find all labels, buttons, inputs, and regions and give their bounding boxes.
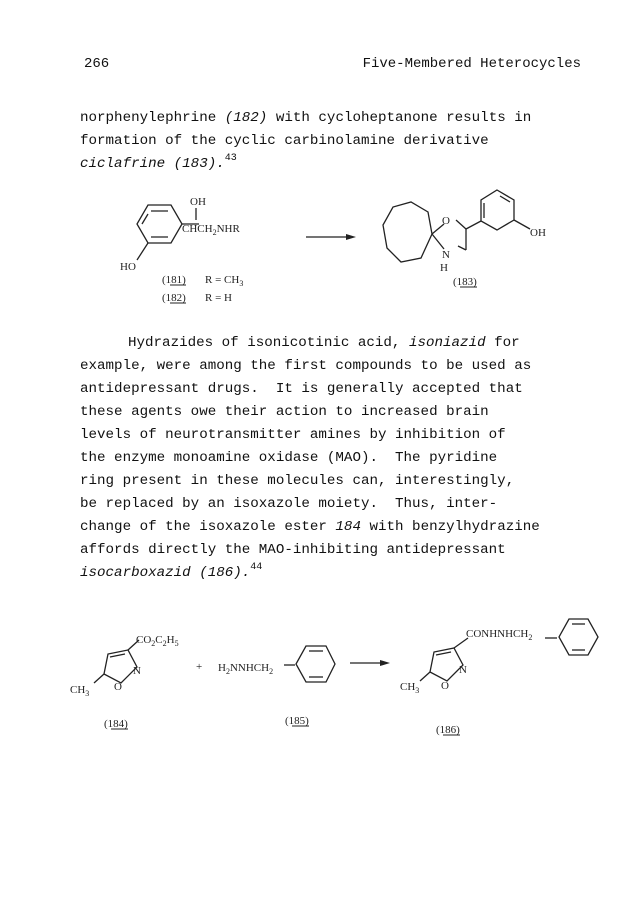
text-line: antidepressant drugs. It is generally accepted that (80, 381, 523, 397)
methyl-label: $CH_3$ (70, 684, 90, 698)
compound-182-number: (182) (162, 292, 186, 304)
isoxazole-o-label: O (114, 681, 122, 693)
compound-184-number: (184) (104, 718, 128, 730)
text-line: norphenylephrine (182) with cycloheptanone results in (80, 110, 532, 126)
isoxazole-o-label-186: O (441, 680, 449, 692)
arrowhead-2 (380, 660, 390, 666)
text-line: levels of neurotransmitter amines by inhibition of (80, 427, 506, 443)
reference-44: 44 (250, 562, 263, 573)
methyl-label-186: $CH_3$ (400, 681, 420, 695)
oh-label: OH (190, 196, 206, 208)
text-line: isocarboxazid (186).$^{44}$ (80, 562, 263, 581)
phenol-oh-label: OH (530, 227, 546, 239)
compound-186-number: (186) (436, 724, 460, 736)
text-line: ciclafrine (183).$^{43}$ (80, 153, 237, 172)
reference-43: 43 (224, 153, 237, 164)
ring-nitrogen-label: N (442, 249, 450, 261)
text-line: example, were among the first compounds to be used as (80, 358, 532, 374)
benzylhydrazine-label: $H_2NNHCH_2$ (218, 662, 274, 676)
text-line: ring present in these molecules can, interestingly, (80, 473, 515, 489)
compound-181-r-group: $R = CH_3$ (205, 274, 244, 288)
ester-group-label: $CO_2C_2H_5$ (136, 634, 179, 648)
text-line: these agents owe their action to increased brain (80, 404, 489, 420)
isoxazole-n-label-186: N (459, 664, 467, 676)
text-line: formation of the cyclic carbinolamine derivative (80, 133, 489, 149)
benzene-185 (284, 646, 335, 682)
compound-181-number: (181) (162, 274, 186, 286)
side-chain-label: $CHCH_2NHR$ (182, 223, 240, 237)
running-title: Five-Membered Heterocycles (362, 56, 581, 72)
text-line: affords directly the MAO-inhibiting antidepressant (80, 542, 506, 558)
plus-sign: + (196, 661, 203, 673)
text-line: change of the isoxazole ester 184 with benzylhydrazine (80, 519, 540, 535)
ring-oxygen-label: O (442, 215, 450, 227)
page-number: 266 (84, 56, 110, 72)
text-line: Hydrazides of isonicotinic acid, isoniazid for (128, 335, 520, 351)
compound-183-number: (183) (453, 276, 477, 288)
text-line: be replaced by an isoxazole moiety. Thus, inter- (80, 496, 498, 512)
compound-185-number: (185) (285, 715, 309, 727)
ho-label: HO (120, 261, 136, 273)
text-line: the enzyme monoamine oxidase (MAO). The pyridine (80, 450, 498, 466)
compound-182-r-group: R = H (205, 292, 232, 304)
nh-hydrogen-label: H (440, 262, 448, 274)
isoxazole-n-label: N (133, 665, 141, 677)
hydrazide-chain-label: $CONHNHCH_2$ (466, 628, 533, 642)
